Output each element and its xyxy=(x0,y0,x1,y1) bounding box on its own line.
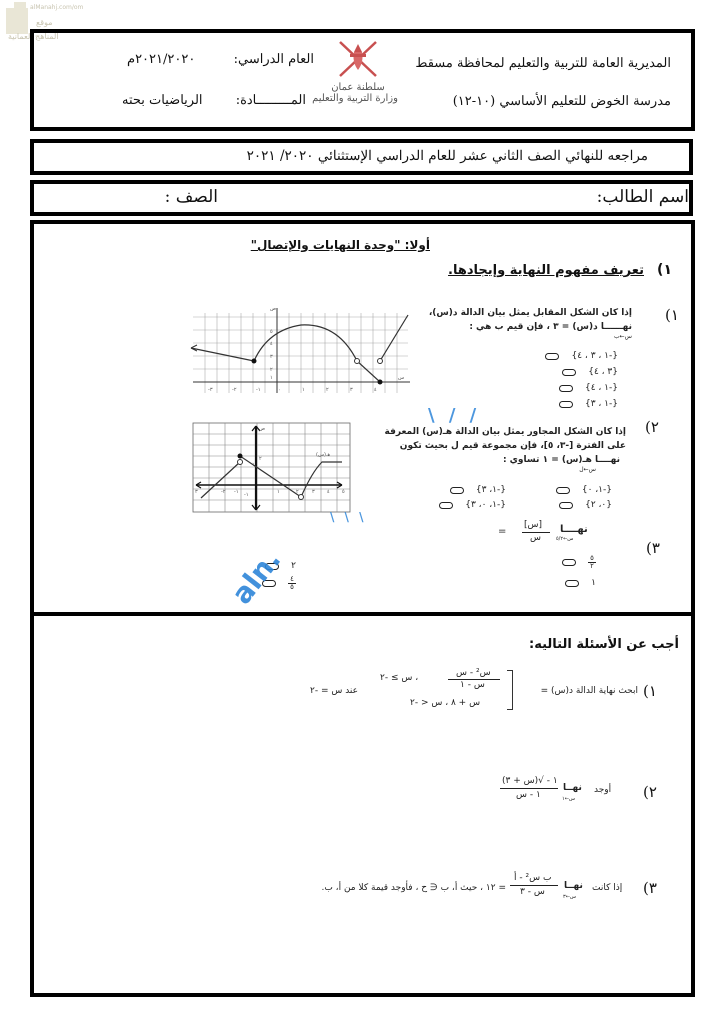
q3-option-2[interactable]: ١ xyxy=(565,578,596,588)
svg-text:٣: ٣ xyxy=(270,354,273,360)
khanjar-emblem-icon xyxy=(318,38,398,80)
q2-option-4[interactable]: {-١، ٠، ٣} xyxy=(439,500,506,510)
q3-number: (٣ xyxy=(646,539,660,557)
svg-text:٥: ٥ xyxy=(270,329,273,335)
class-field[interactable] xyxy=(40,186,210,210)
year-value: ٢٠٢١/٢٠٢٠م xyxy=(127,52,196,67)
subject-label: المـــــــــادة: xyxy=(235,93,306,108)
svg-text:-٣: -٣ xyxy=(208,387,213,393)
topic-title: تعريف مفهوم النهاية وإيجادها. xyxy=(448,263,644,278)
q1-option-1[interactable]: {-١ ، ٣ ، ٤} xyxy=(545,351,618,361)
q3-option-4[interactable]: ٤ ٥ xyxy=(262,576,296,591)
s2-q1-piece1: س² - س س - ١ ، س ≥ -٢ xyxy=(380,668,505,690)
q1-option-3[interactable]: {-١ ، ٤} xyxy=(559,383,618,393)
svg-text:٢: ٢ xyxy=(270,367,273,373)
student-name-field[interactable] xyxy=(260,186,590,210)
ministry-logo: سلطنة عمان وزارة التربية والتعليم xyxy=(318,38,398,118)
svg-text:٥: ٥ xyxy=(342,489,345,495)
q3-option-1[interactable]: ٥ ٢ xyxy=(562,555,596,570)
subject-value: الرياضيات بحته xyxy=(122,93,203,108)
radio-button[interactable] xyxy=(450,487,464,494)
svg-text:١: ١ xyxy=(270,375,273,381)
s2-q3-text-post: = ١٢ ، حيث أ، ب ∈ ح ، فأوجد قيمة كلا من أ، ب. xyxy=(321,883,506,893)
svg-text:١: ١ xyxy=(277,489,280,495)
svg-text:٣: ٣ xyxy=(312,489,315,495)
section2-title: أجب عن الأسئلة التاليه: xyxy=(529,637,679,652)
radio-button[interactable] xyxy=(559,401,573,408)
svg-text:٤: ٤ xyxy=(270,341,273,347)
svg-text:-١: -١ xyxy=(234,489,239,495)
q1-option-2[interactable]: {٣ ، ٤} xyxy=(562,367,618,377)
svg-text:٢: ٢ xyxy=(326,387,329,393)
s2-q3-lim: نهــا xyxy=(564,881,583,891)
radio-button[interactable] xyxy=(562,369,576,376)
s2-q2-fraction: ١ - √(س + ٣) ١ - س xyxy=(502,776,558,800)
s2-q1-brace xyxy=(507,670,513,710)
q1-graph xyxy=(188,305,413,395)
svg-text:-١: -١ xyxy=(244,492,249,498)
watermark-fragment: \ \ \ xyxy=(330,510,367,524)
student-name-label: اسم الطالب: xyxy=(596,187,689,207)
year-label: العام الدراسي: xyxy=(233,52,314,67)
directorate-text: المديرية العامة للتربية والتعليم لمحافظة مسقط xyxy=(415,56,671,71)
svg-text:-٢: -٢ xyxy=(221,489,226,495)
section2-box xyxy=(30,612,695,997)
q2-text: إذا كان الشكل المجاور يمثل بيان الدالة هـ(س) المعرفة على الفترة [-٣، ٥]، فإن مجموعة قيم ل بحيث تكون نهــــا هـ(س) = ١ تساوي : س←ل xyxy=(384,427,626,473)
svg-text:٢: ٢ xyxy=(296,489,299,495)
topic-number: ١) xyxy=(657,262,672,278)
radio-button[interactable] xyxy=(565,580,579,587)
radio-button[interactable] xyxy=(562,559,576,566)
svg-text:٤: ٤ xyxy=(327,489,330,495)
school-name: مدرسة الخوض للتعليم الأساسي (١٠-١٢) xyxy=(452,94,671,109)
svg-text:-١: -١ xyxy=(256,387,261,393)
svg-text:١: ١ xyxy=(252,462,255,468)
s2-q1-at: عند س = -٢ xyxy=(310,686,359,696)
q1-text: إذا كان الشكل المقابل يمثل بيان الدالة د(س)، نهــــــا د(س) = ٣ ، فإن قيم ب هي : س←ب xyxy=(428,308,632,340)
q3-option-3[interactable]: ٢ xyxy=(265,561,296,571)
radio-button[interactable] xyxy=(545,353,559,360)
svg-text:٢: ٢ xyxy=(259,456,262,462)
svg-text:هـ(س): هـ(س) xyxy=(316,452,331,458)
q2-number: (٢ xyxy=(645,418,659,436)
radio-button[interactable] xyxy=(556,487,570,494)
page-title: مراجعه للنهائي الصف الثاني عشر للعام الدراسي الإستثنائي ٢٠٢٠/ ٢٠٢١ xyxy=(246,148,648,164)
s2-q1-number: (١ xyxy=(643,682,657,700)
s2-q3-text-pre: إذا كانت xyxy=(592,883,623,893)
unit-title: أولا: "وحدة النهايات والإتصال" xyxy=(250,238,430,252)
svg-text:٣: ٣ xyxy=(195,489,198,495)
s2-q2-text: أوجد xyxy=(594,785,612,795)
s2-q1-text: ابحث نهاية الدالة د(س) = xyxy=(540,686,638,696)
q2-option-3[interactable]: {٠، ٢} xyxy=(559,500,612,510)
s2-q3-sub: س←٣ xyxy=(563,894,576,900)
svg-text:٤: ٤ xyxy=(374,387,377,393)
radio-button[interactable] xyxy=(559,385,573,392)
svg-text:٠: ٠ xyxy=(278,387,281,393)
s2-q3-fraction: ب س² - أ س - ٣ xyxy=(510,873,558,901)
q2-option-2[interactable]: {-١، ٣} xyxy=(450,485,506,495)
watermark-logo: alManahj.com/om موقع المناهج العمانية xyxy=(8,4,84,41)
class-label: الصف : xyxy=(164,187,218,207)
s2-q1-piece2: س + ٨ ، س < -٢ xyxy=(410,698,481,708)
s2-q2-sub: س←١ xyxy=(562,796,575,802)
svg-text:س: س xyxy=(398,375,405,381)
q2-graph xyxy=(192,422,352,514)
svg-text:ص: ص xyxy=(270,306,277,312)
q1-number: (١ xyxy=(665,306,679,324)
watermark-diagonal: aln. xyxy=(225,543,288,611)
s2-q2-lim: نهــا xyxy=(563,783,582,793)
radio-button[interactable] xyxy=(439,502,453,509)
svg-text:ص: ص xyxy=(259,426,266,432)
q3-expression: نهــــا س←٥/٢ [س] س = xyxy=(498,520,588,543)
q2-option-1[interactable]: {-١، ٠} xyxy=(556,485,612,495)
svg-text:١: ١ xyxy=(302,387,305,393)
watermark-fragment: \ / / xyxy=(428,405,481,426)
svg-text:-٢: -٢ xyxy=(232,387,237,393)
q1-option-4[interactable]: {-١ ، ٣} xyxy=(559,399,618,409)
s2-q3-number: (٣ xyxy=(643,879,657,897)
svg-text:٣: ٣ xyxy=(350,387,353,393)
s2-q2-number: (٢ xyxy=(643,783,657,801)
radio-button[interactable] xyxy=(559,502,573,509)
